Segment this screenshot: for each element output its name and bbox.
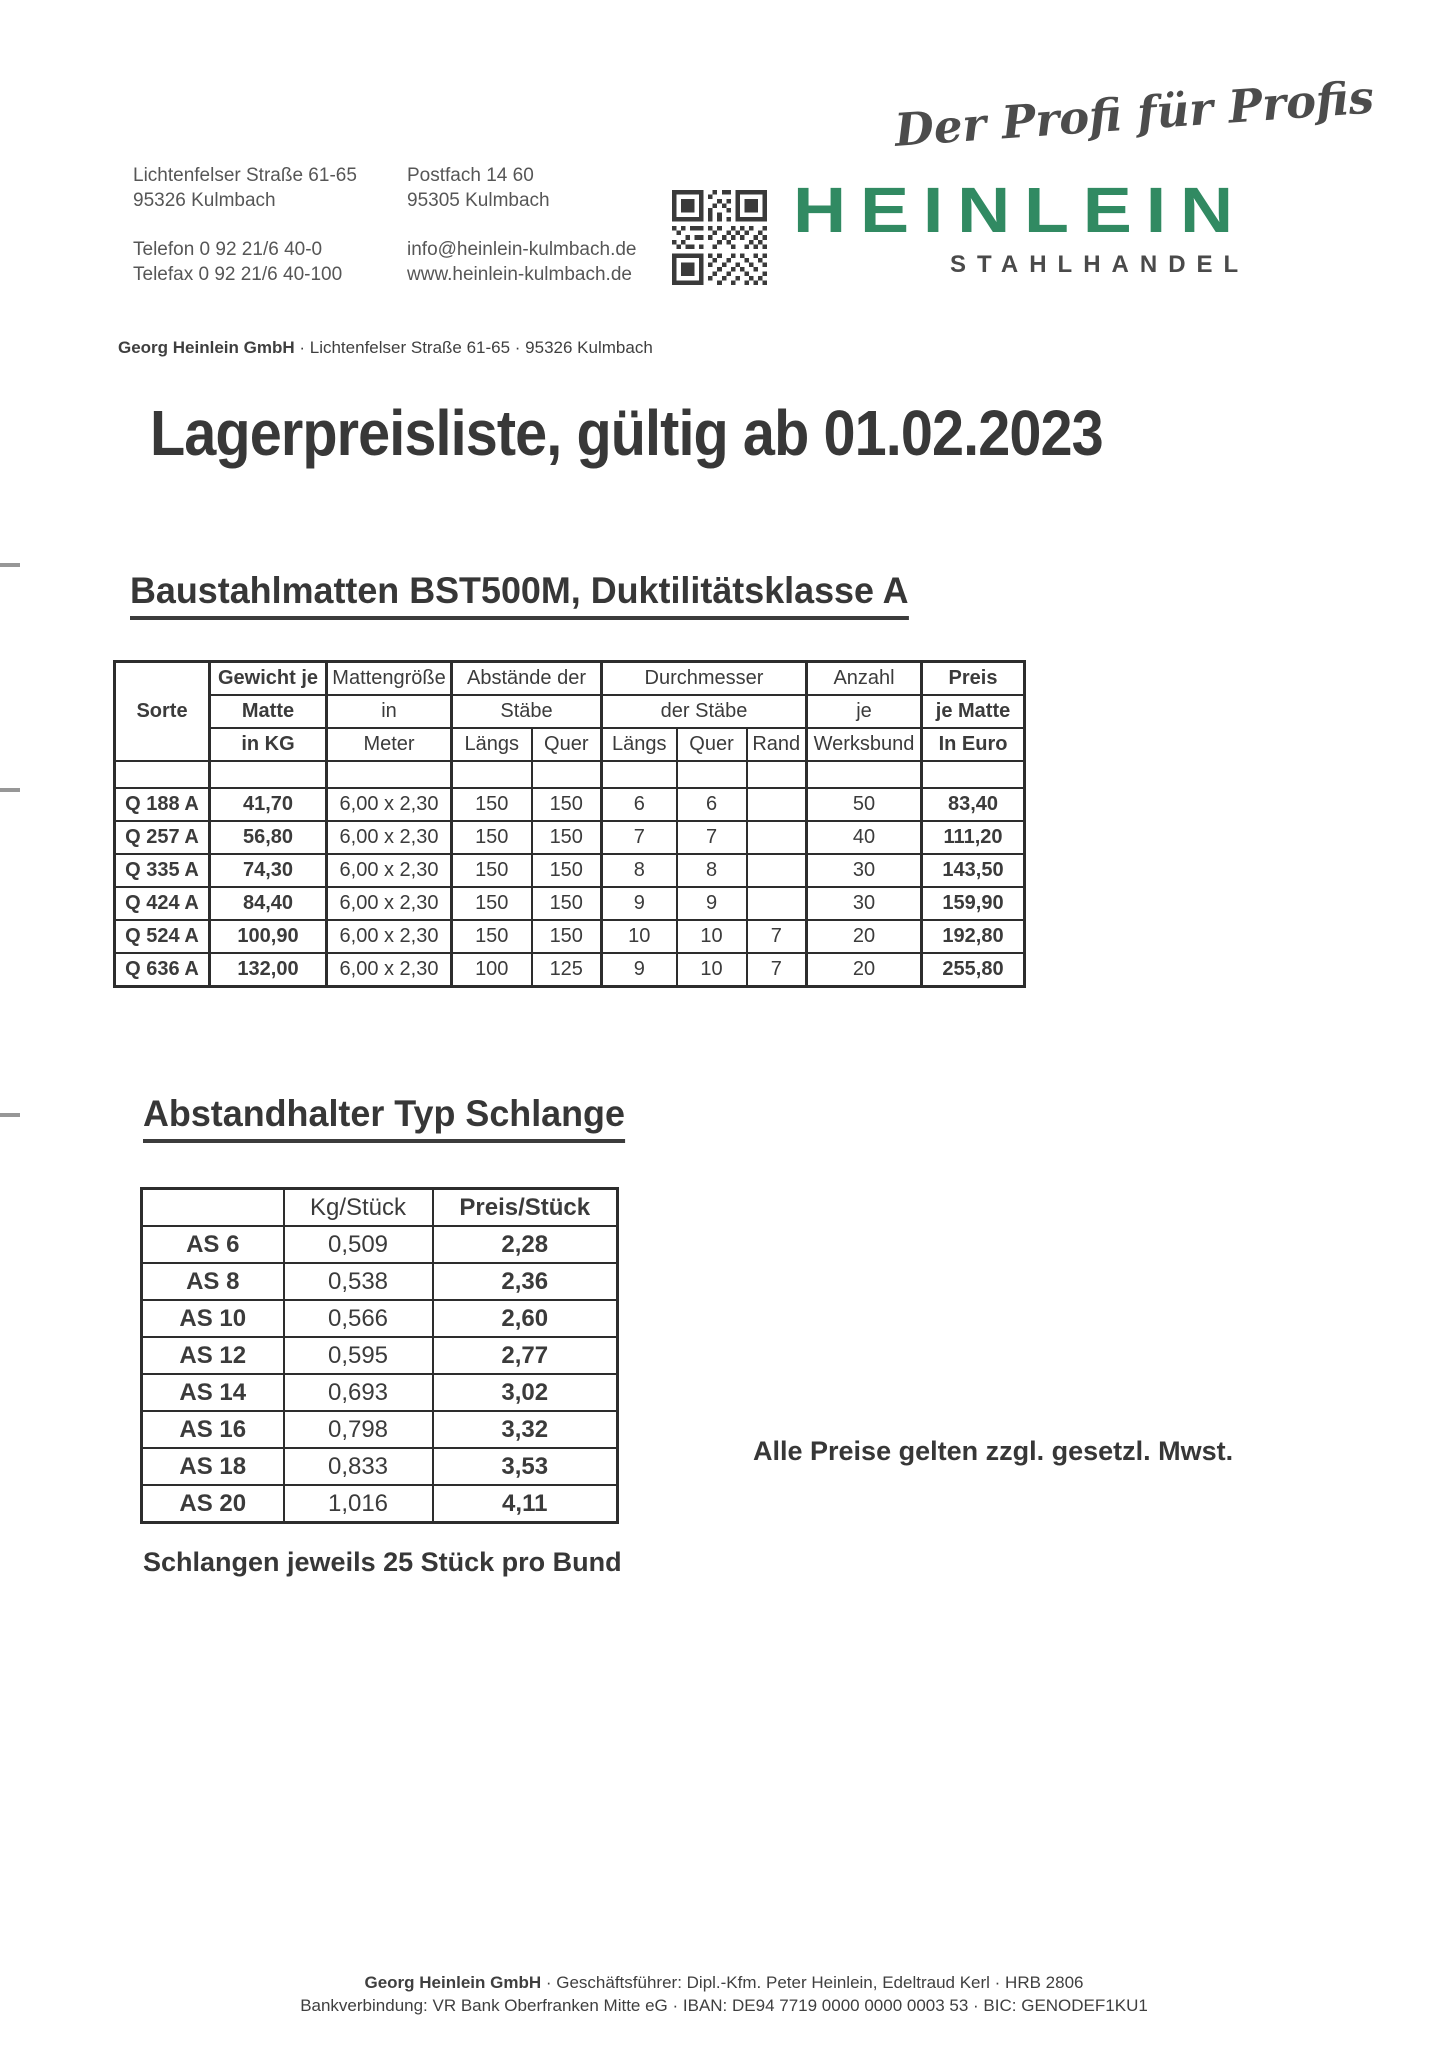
cell-typ: AS 6 bbox=[142, 1226, 284, 1263]
cell-preis: 2,77 bbox=[433, 1337, 618, 1374]
table-row bbox=[142, 1300, 618, 1337]
sender-address: · Lichtenfelser Straße 61-65 · 95326 Kulmbach bbox=[294, 338, 653, 357]
cell-rand bbox=[747, 821, 807, 854]
cell-abst-laengs: 150 bbox=[452, 821, 532, 854]
table-row bbox=[115, 953, 1025, 987]
cell-d-quer: 7 bbox=[677, 821, 747, 854]
cell-abst-quer: 150 bbox=[532, 821, 602, 854]
cell-d-laengs: 9 bbox=[602, 887, 677, 920]
cell-typ: AS 18 bbox=[142, 1448, 284, 1485]
cell-abst-quer: 150 bbox=[532, 854, 602, 887]
cell-abst-quer: 150 bbox=[532, 788, 602, 821]
cell-typ: AS 12 bbox=[142, 1337, 284, 1374]
footer-line-2: Bankverbindung: VR Bank Oberfranken Mitte eG · IBAN: DE94 7719 0000 0000 0003 53 · BIC: GENODEF1KU1 bbox=[300, 1996, 1148, 2015]
col-header-abstaende: Stäbe bbox=[452, 695, 602, 728]
table-row bbox=[115, 920, 1025, 953]
col-header-abstaende: Abstände der bbox=[452, 662, 602, 696]
cell-d-quer: 9 bbox=[677, 887, 747, 920]
address-phone: Telefon 0 92 21/6 40-0 bbox=[133, 239, 323, 260]
fold-mark bbox=[0, 1113, 20, 1117]
logo-tagline: Der Profi für Profis bbox=[893, 70, 1376, 157]
col-header-gewicht: Gewicht je bbox=[210, 662, 327, 696]
table-row bbox=[115, 821, 1025, 854]
vat-note: Alle Preise gelten zzgl. gesetzl. Mwst. bbox=[753, 1436, 1234, 1466]
cell-rand: 7 bbox=[747, 953, 807, 987]
cell-typ: AS 16 bbox=[142, 1411, 284, 1448]
address-city: 95326 Kulmbach bbox=[133, 190, 276, 211]
cell-sorte: Q 424 A bbox=[115, 887, 210, 920]
cell-preis: 111,20 bbox=[922, 821, 1025, 854]
cell-gewicht: 84,40 bbox=[210, 887, 327, 920]
col-header-gewicht: Matte bbox=[210, 695, 327, 728]
cell-groesse: 6,00 x 2,30 bbox=[327, 920, 452, 953]
col-header-preis: je Matte bbox=[922, 695, 1025, 728]
cell-d-laengs: 6 bbox=[602, 788, 677, 821]
cell-preis: 143,50 bbox=[922, 854, 1025, 887]
table-row bbox=[142, 1485, 618, 1523]
cell-preis: 83,40 bbox=[922, 788, 1025, 821]
table-row bbox=[115, 854, 1025, 887]
cell-rand bbox=[747, 788, 807, 821]
cell-rand bbox=[747, 854, 807, 887]
col-header-kg: Kg/Stück bbox=[284, 1189, 433, 1227]
cell-abst-quer: 150 bbox=[532, 887, 602, 920]
cell-d-quer: 8 bbox=[677, 854, 747, 887]
cell-groesse: 6,00 x 2,30 bbox=[327, 821, 452, 854]
col-header-anzahl: Anzahl bbox=[807, 662, 922, 696]
cell-kg: 0,798 bbox=[284, 1411, 433, 1448]
col-header-anzahl: Werksbund bbox=[807, 728, 922, 761]
cell-gewicht: 100,90 bbox=[210, 920, 327, 953]
col-header-anzahl: je bbox=[807, 695, 922, 728]
cell-groesse: 6,00 x 2,30 bbox=[327, 887, 452, 920]
cell-werksbund: 30 bbox=[807, 854, 922, 887]
qr-code-icon bbox=[672, 190, 767, 290]
page-title: Lagerpreisliste, gültig ab 01.02.2023 bbox=[150, 397, 1103, 469]
cell-abst-quer: 150 bbox=[532, 920, 602, 953]
col-header-groesse: Mattengröße bbox=[327, 662, 452, 696]
table-row bbox=[142, 1337, 618, 1374]
cell-groesse: 6,00 x 2,30 bbox=[327, 953, 452, 987]
cell-d-laengs: 10 bbox=[602, 920, 677, 953]
section-heading-abstandhalter: Abstandhalter Typ Schlange bbox=[143, 1093, 625, 1143]
footer bbox=[0, 1971, 1448, 2017]
table-row bbox=[115, 887, 1025, 920]
cell-d-quer: 6 bbox=[677, 788, 747, 821]
col-header-preis: In Euro bbox=[922, 728, 1025, 761]
footer-company: Georg Heinlein GmbH bbox=[364, 1973, 542, 1992]
cell-werksbund: 50 bbox=[807, 788, 922, 821]
spacer bbox=[133, 213, 357, 237]
cell-rand bbox=[747, 887, 807, 920]
table-row bbox=[142, 1263, 618, 1300]
cell-werksbund: 20 bbox=[807, 920, 922, 953]
address-street: Lichtenfelser Straße 61-65 bbox=[133, 165, 357, 186]
fold-mark bbox=[0, 563, 20, 567]
cell-d-laengs: 9 bbox=[602, 953, 677, 987]
cell-groesse: 6,00 x 2,30 bbox=[327, 854, 452, 887]
qr-code-svg bbox=[672, 190, 767, 285]
col-header-d-quer: Quer bbox=[677, 728, 747, 761]
cell-gewicht: 74,30 bbox=[210, 854, 327, 887]
logo-division: STAHLHANDEL bbox=[950, 251, 1250, 278]
sender-company: Georg Heinlein GmbH bbox=[118, 338, 295, 357]
cell-abst-laengs: 150 bbox=[452, 920, 532, 953]
cell-preis: 3,53 bbox=[433, 1448, 618, 1485]
cell-kg: 0,693 bbox=[284, 1374, 433, 1411]
baustahlmatten-table bbox=[113, 660, 1026, 988]
cell-sorte: Q 636 A bbox=[115, 953, 210, 987]
cell-typ: AS 20 bbox=[142, 1485, 284, 1523]
cell-sorte: Q 524 A bbox=[115, 920, 210, 953]
postbox-line: Postfach 14 60 bbox=[407, 165, 534, 186]
cell-kg: 0,538 bbox=[284, 1263, 433, 1300]
col-header-d-laengs: Längs bbox=[602, 728, 677, 761]
cell-typ: AS 10 bbox=[142, 1300, 284, 1337]
website-address: www.heinlein-kulmbach.de bbox=[407, 264, 632, 285]
cell-abst-laengs: 150 bbox=[452, 788, 532, 821]
table-row bbox=[142, 1374, 618, 1411]
address-fax: Telefax 0 92 21/6 40-100 bbox=[133, 264, 343, 285]
spacer bbox=[407, 213, 636, 237]
cell-sorte: Q 335 A bbox=[115, 854, 210, 887]
fold-mark bbox=[0, 788, 20, 792]
header-row-1 bbox=[115, 662, 1025, 696]
address-block bbox=[133, 163, 357, 287]
email-address: info@heinlein-kulmbach.de bbox=[407, 239, 637, 260]
cell-kg: 0,566 bbox=[284, 1300, 433, 1337]
col-header-preis: Preis bbox=[922, 662, 1025, 696]
cell-sorte: Q 188 A bbox=[115, 788, 210, 821]
company-logo: HEINLEIN bbox=[793, 174, 1247, 246]
cell-typ: AS 8 bbox=[142, 1263, 284, 1300]
cell-gewicht: 41,70 bbox=[210, 788, 327, 821]
header-row-2 bbox=[115, 695, 1025, 728]
cell-preis: 255,80 bbox=[922, 953, 1025, 987]
bund-note: Schlangen jeweils 25 Stück pro Bund bbox=[143, 1547, 622, 1577]
table-row bbox=[115, 788, 1025, 821]
header-row-3 bbox=[115, 728, 1025, 761]
cell-gewicht: 56,80 bbox=[210, 821, 327, 854]
sender-line bbox=[118, 338, 653, 358]
cell-werksbund: 40 bbox=[807, 821, 922, 854]
cell-groesse: 6,00 x 2,30 bbox=[327, 788, 452, 821]
table-row bbox=[142, 1411, 618, 1448]
header-row bbox=[142, 1189, 618, 1227]
section-heading-baustahlmatten: Baustahlmatten BST500M, Duktilitätsklasse A bbox=[130, 570, 909, 620]
col-header-gewicht: in KG bbox=[210, 728, 327, 761]
col-header-preis: Preis/Stück bbox=[433, 1189, 618, 1227]
col-header-empty bbox=[142, 1189, 284, 1227]
cell-preis: 3,02 bbox=[433, 1374, 618, 1411]
cell-kg: 1,016 bbox=[284, 1485, 433, 1523]
col-header-sorte: Sorte bbox=[115, 662, 210, 762]
cell-abst-laengs: 150 bbox=[452, 887, 532, 920]
cell-kg: 0,595 bbox=[284, 1337, 433, 1374]
footer-management: · Geschäftsführer: Dipl.-Kfm. Peter Heinlein, Edeltraud Kerl · HRB 2806 bbox=[541, 1973, 1084, 1992]
postbox-block bbox=[407, 163, 636, 287]
cell-preis: 3,32 bbox=[433, 1411, 618, 1448]
cell-gewicht: 132,00 bbox=[210, 953, 327, 987]
cell-werksbund: 30 bbox=[807, 887, 922, 920]
cell-d-quer: 10 bbox=[677, 953, 747, 987]
cell-preis: 192,80 bbox=[922, 920, 1025, 953]
cell-werksbund: 20 bbox=[807, 953, 922, 987]
col-header-d-rand: Rand bbox=[747, 728, 807, 761]
cell-preis: 159,90 bbox=[922, 887, 1025, 920]
postbox-city: 95305 Kulmbach bbox=[407, 190, 550, 211]
cell-abst-quer: 125 bbox=[532, 953, 602, 987]
table-row bbox=[142, 1226, 618, 1263]
cell-typ: AS 14 bbox=[142, 1374, 284, 1411]
cell-abst-laengs: 100 bbox=[452, 953, 532, 987]
cell-rand: 7 bbox=[747, 920, 807, 953]
abstandhalter-table bbox=[140, 1187, 619, 1524]
cell-kg: 0,833 bbox=[284, 1448, 433, 1485]
col-header-abst-laengs: Längs bbox=[452, 728, 532, 761]
col-header-durchmesser: Durchmesser bbox=[602, 662, 807, 696]
cell-sorte: Q 257 A bbox=[115, 821, 210, 854]
table-row bbox=[142, 1448, 618, 1485]
cell-preis: 2,36 bbox=[433, 1263, 618, 1300]
col-header-abst-quer: Quer bbox=[532, 728, 602, 761]
col-header-groesse: in bbox=[327, 695, 452, 728]
cell-preis: 4,11 bbox=[433, 1485, 618, 1523]
cell-preis: 2,28 bbox=[433, 1226, 618, 1263]
footer-line-1 bbox=[0, 1971, 1448, 1994]
cell-d-quer: 10 bbox=[677, 920, 747, 953]
col-header-groesse: Meter bbox=[327, 728, 452, 761]
col-header-durchmesser: der Stäbe bbox=[602, 695, 807, 728]
cell-kg: 0,509 bbox=[284, 1226, 433, 1263]
cell-abst-laengs: 150 bbox=[452, 854, 532, 887]
cell-d-laengs: 8 bbox=[602, 854, 677, 887]
cell-d-laengs: 7 bbox=[602, 821, 677, 854]
spacer-row bbox=[115, 761, 1025, 788]
cell-preis: 2,60 bbox=[433, 1300, 618, 1337]
